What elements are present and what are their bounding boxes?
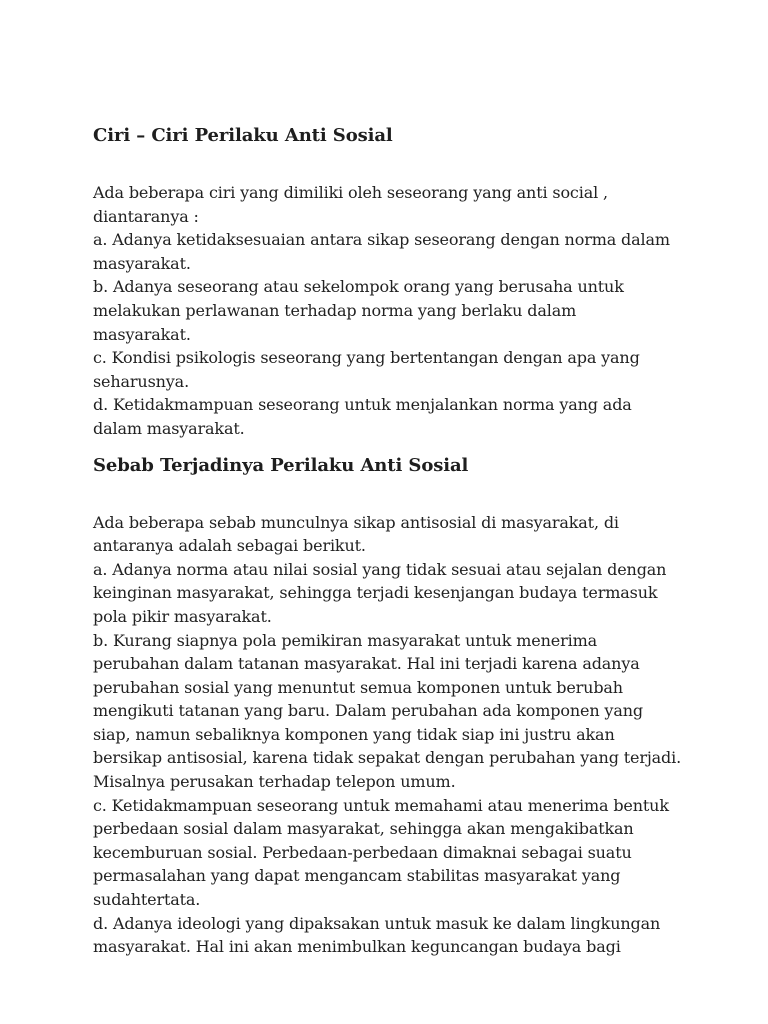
text-line: c. Ketidakmampuan seseorang untuk memahami atau menerima bentuk [93, 795, 669, 815]
text-line: kecemburuan sosial. Perbedaan-perbedaan dimaknai sebagai suatu [93, 842, 632, 862]
text-line: a. Adanya ketidaksesuaian antara sikap seseorang dengan norma dalam [93, 230, 670, 250]
text-line: masyarakat. [93, 324, 191, 344]
section-body-sebab [93, 511, 713, 959]
text-line: masyarakat. [93, 253, 191, 273]
text-line: siap, namun sebaliknya komponen yang tidak siap ini justru akan [93, 724, 615, 744]
text-line: mengikuti tatanan yang baru. Dalam perubahan ada komponen yang [93, 701, 643, 721]
section-body-ciri [93, 181, 713, 441]
text-line: dalam masyarakat. [93, 418, 245, 438]
document-body [93, 124, 713, 959]
section-heading-sebab: Sebab Terjadinya Perilaku Anti Sosial [93, 454, 469, 476]
text-line: melakukan perlawanan terhadap norma yang berlaku dalam [93, 300, 577, 320]
text-line: Ada beberapa ciri yang dimiliki oleh seseorang yang anti social , [93, 183, 608, 202]
text-line: c. Kondisi psikologis seseorang yang bertentangan dengan apa yang [93, 348, 640, 368]
text-line: b. Adanya seseorang atau sekelompok orang yang berusaha untuk [93, 277, 624, 297]
text-line: pola pikir masyarakat. [93, 606, 272, 626]
text-line: Ada beberapa sebab munculnya sikap antisosial di masyarakat, di [93, 512, 619, 532]
text-line: perubahan sosial yang menuntut semua komponen untuk berubah [93, 677, 623, 697]
text-line: masyarakat. Hal ini akan menimbulkan keguncangan budaya bagi [93, 937, 621, 957]
text-line: bersikap antisosial, karena tidak sepakat dengan perubahan yang terjadi. [93, 748, 682, 768]
text-line: d. Ketidakmampuan seseorang untuk menjalankan norma yang ada [93, 395, 632, 415]
text-line: Misalnya perusakan terhadap telepon umum. [93, 772, 456, 792]
text-line: seharusnya. [93, 371, 190, 391]
text-line: antaranya adalah sebagai berikut. [93, 536, 366, 556]
text-line: sudahtertata. [93, 890, 201, 910]
text-line: keinginan masyarakat, sehingga terjadi kesenjangan budaya termasuk [93, 583, 658, 603]
text-line: b. Kurang siapnya pola pemikiran masyarakat untuk menerima [93, 630, 597, 650]
text-line: a. Adanya norma atau nilai sosial yang tidak sesuai atau sejalan dengan [93, 559, 667, 579]
text-line: perbedaan sosial dalam masyarakat, sehingga akan mengakibatkan [93, 819, 634, 839]
text-line: permasalahan yang dapat mengancam stabilitas masyarakat yang [93, 866, 621, 886]
text-line: perubahan dalam tatanan masyarakat. Hal ini terjadi karena adanya [93, 654, 640, 674]
section-heading-ciri: Ciri – Ciri Perilaku Anti Sosial [93, 125, 393, 146]
text-line: d. Adanya ideologi yang dipaksakan untuk masuk ke dalam lingkungan [93, 913, 661, 933]
text-line: diantaranya : [93, 206, 199, 226]
